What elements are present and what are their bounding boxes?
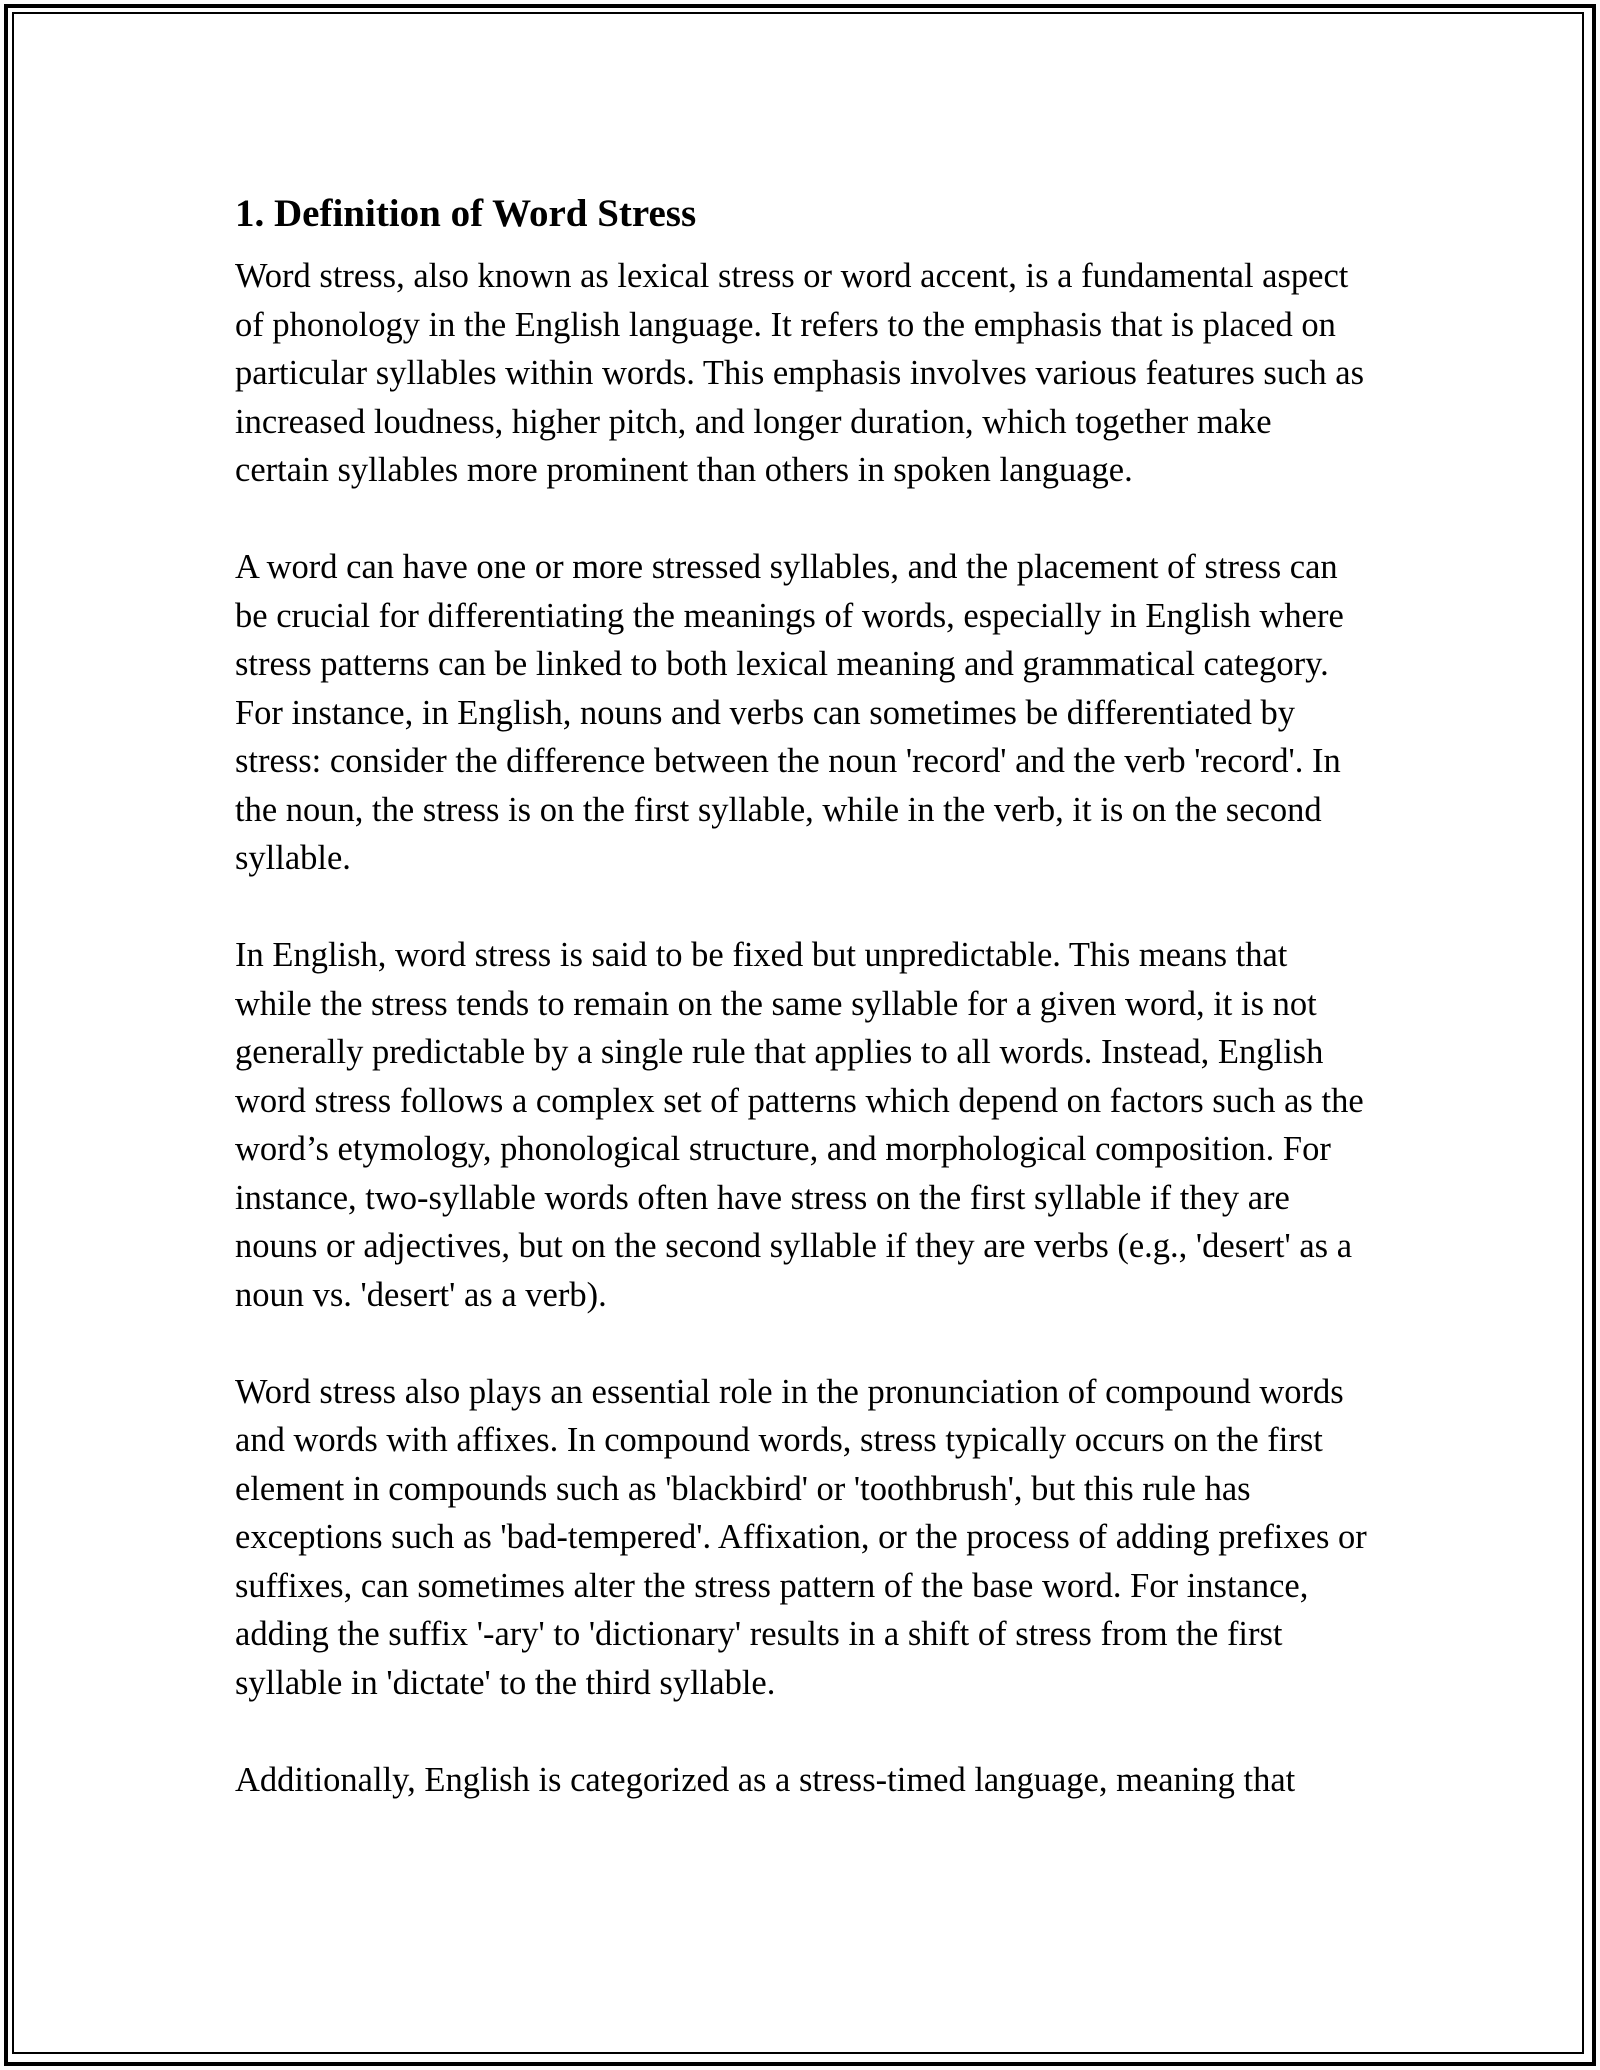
paragraph-2: A word can have one or more stressed syllables, and the placement of stress can be crucial for differentiating the meanings of words, especially in English where stress patterns can be linked to both lexical meaning and grammatical category. For instance, in English, nouns and verbs can sometimes be differentiated by stress: consider the difference between the noun 'record' and the verb 'record'. In the noun, the stress is on the first syllable, while in the verb, it is on the second syllable. <box>235 548 1344 877</box>
paragraph-3: In English, word stress is said to be fixed but unpredictable. This means that while the stress tends to remain on the same syllable for a given word, it is not generally predictable by a single rule that applies to all words. Instead, English word stress follows a complex set of patterns which depend on factors such as the word’s etymology, phonological structure, and morphological composition. For instance, two-syllable words often have stress on the first syllable if they are nouns or adjectives, but on the second syllable if they are verbs (e.g., 'desert' as a noun vs. 'desert' as a verb). <box>235 936 1364 1314</box>
section-heading: 1. Definition of Word Stress <box>235 192 697 235</box>
paragraph-1: Word stress, also known as lexical stress or word accent, is a fundamental aspect of phonology in the English language. It refers to the emphasis that is placed on particular syllables within words. This emphasis involves various features such as increased loudness, higher pitch, and longer duration, which together make certain syllables more prominent than others in spoken language. <box>235 257 1365 489</box>
document-body <box>235 180 1370 1853</box>
paragraph-5: Additionally, English is categorized as a stress-timed language, meaning that <box>235 1760 1296 1799</box>
paragraph-4: Word stress also plays an essential role in the pronunciation of compound words and words with affixes. In compound words, stress typically occurs on the first element in compounds such as 'blackbird' or 'toothbrush', but this rule has exceptions such as 'bad-tempered'. Affixation, or the process of adding prefixes or suffixes, can sometimes alter the stress pattern of the base word. For instance, adding the suffix '-ary' to 'dictionary' results in a shift of stress from the first syllable in 'dictate' to the third syllable. <box>235 1372 1367 1702</box>
